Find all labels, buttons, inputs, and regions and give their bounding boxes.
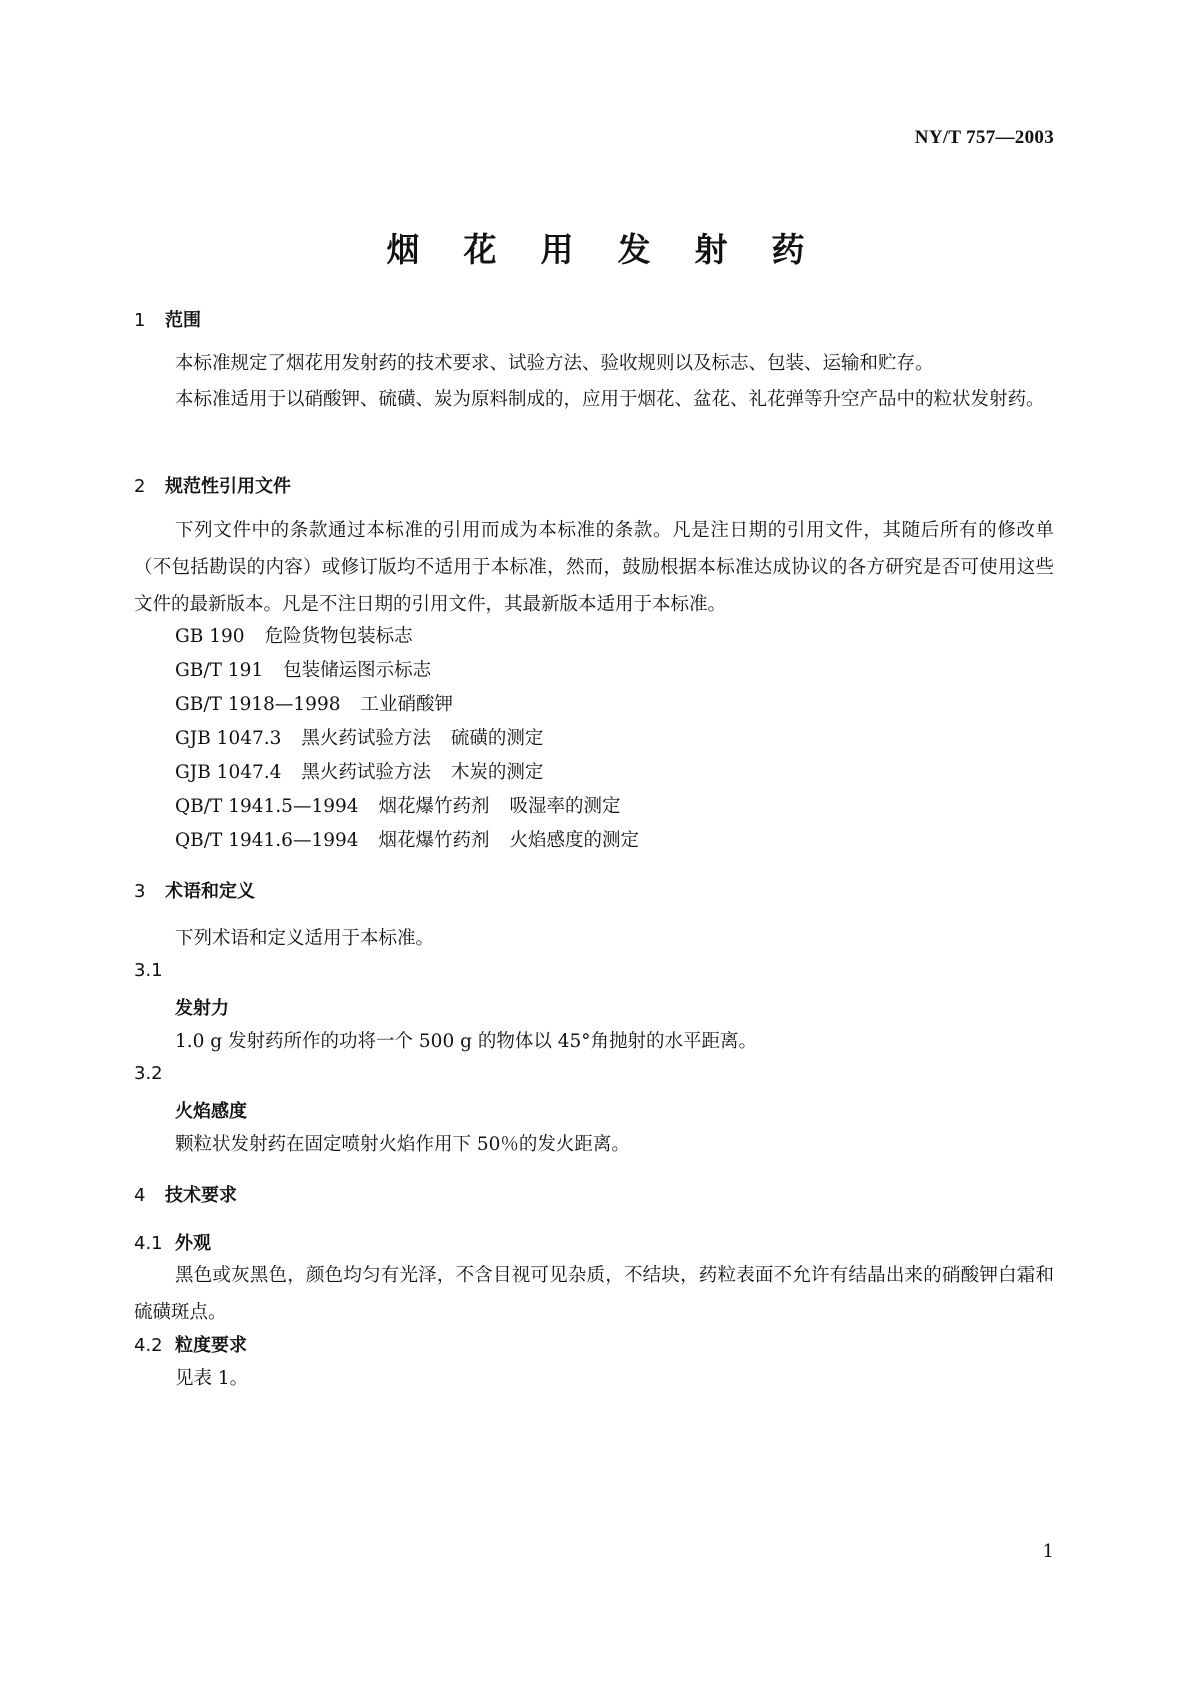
section-3-title: 术语和定义 — [165, 881, 255, 902]
section-2-number: 2 — [134, 476, 146, 497]
section-4-heading — [134, 1181, 237, 1207]
subsection-4-1-paragraph: 黑色或灰黑色，颜色均匀有光泽，不含目视可见杂质，不结块，药粒表面不允许有结晶出来的硝酸钾白霜和硫磺斑点。 — [134, 1265, 1054, 1323]
subsection-4-2-heading — [134, 1331, 247, 1357]
page-number: 1 — [1042, 1541, 1054, 1562]
section-3-paragraph-1: 下列术语和定义适用于本标准。 — [175, 928, 435, 949]
reference-item — [175, 622, 413, 648]
term-definition: 1.0 g 发射药所作的功将一个 500 g 的物体以 45°角抛射的水平距离。 — [175, 1031, 757, 1052]
reference-item — [175, 758, 543, 784]
reference-item — [175, 656, 431, 682]
term-definition: 颗粒状发射药在固定喷射火焰作用下 50％的发火距离。 — [175, 1134, 630, 1155]
term-number: 3.2 — [134, 1063, 163, 1084]
reference-name: 危险货物包装标志 — [264, 626, 413, 647]
reference-subtitle: 木炭的测定 — [450, 762, 544, 783]
subsection-4-1-number: 4.1 — [134, 1233, 163, 1254]
term-number: 3.1 — [134, 960, 163, 981]
section-1-paragraph-1: 本标准规定了烟花用发射药的技术要求、试验方法、验收规则以及标志、包装、运输和贮存。 — [175, 353, 934, 374]
reference-name: 黑火药试验方法 — [301, 762, 431, 783]
reference-subtitle: 硫磺的测定 — [450, 728, 544, 749]
section-1-paragraph-2: 本标准适用于以硝酸钾、硫磺、炭为原料制成的，应用于烟花、盆花、礼花弹等升空产品中的粒状发射药。 — [175, 389, 1045, 410]
section-3-number: 3 — [134, 881, 146, 902]
term-name: 发射力 — [175, 998, 229, 1019]
reference-name: 黑火药试验方法 — [301, 728, 431, 749]
reference-code: GB/T 1918—1998 — [175, 694, 341, 715]
section-4-number: 4 — [134, 1185, 146, 1206]
reference-item — [175, 792, 621, 818]
standard-code: NY/T 757—2003 — [914, 127, 1054, 148]
subsection-4-1-heading — [134, 1229, 211, 1255]
section-4-title: 技术要求 — [165, 1185, 237, 1206]
reference-code: GB 190 — [175, 626, 245, 647]
reference-name: 烟花爆竹药剂 — [378, 796, 490, 817]
subsection-4-2-number: 4.2 — [134, 1335, 163, 1356]
reference-code: QB/T 1941.5—1994 — [175, 796, 359, 817]
reference-code: GJB 1047.3 — [175, 728, 282, 749]
reference-code: GB/T 191 — [175, 660, 264, 681]
reference-item — [175, 826, 639, 852]
subsection-4-2-title: 粒度要求 — [175, 1335, 247, 1356]
subsection-4-2-paragraph: 见表 1。 — [175, 1368, 249, 1389]
reference-name: 包装储运图示标志 — [283, 660, 432, 681]
section-1-number: 1 — [134, 310, 146, 331]
term-name: 火焰感度 — [175, 1101, 247, 1122]
section-1-heading — [134, 306, 201, 332]
section-3-heading — [134, 877, 255, 903]
section-2-paragraph-1: 下列文件中的条款通过本标准的引用而成为本标准的条款。凡是注日期的引用文件，其随后所有的修改单（不包括勘误的内容）或修订版均不适用于本标准，然而，鼓励根据本标准达成协议的各方研究是否可使用这些文件的最新版本。凡是不注日期的引用文件，其最新版本适用于本标准。 — [134, 520, 1054, 615]
reference-item — [175, 724, 543, 750]
document-title: 烟花用发射药 — [386, 230, 849, 269]
subsection-4-1-title: 外观 — [175, 1233, 211, 1254]
reference-name: 工业硝酸钾 — [360, 694, 454, 715]
reference-subtitle: 吸湿率的测定 — [509, 796, 621, 817]
reference-code: GJB 1047.4 — [175, 762, 282, 783]
reference-subtitle: 火焰感度的测定 — [509, 830, 640, 851]
section-2-heading — [134, 472, 291, 498]
reference-code: QB/T 1941.6—1994 — [175, 830, 359, 851]
reference-name: 烟花爆竹药剂 — [378, 830, 490, 851]
reference-item — [175, 690, 453, 716]
section-2-title: 规范性引用文件 — [165, 476, 291, 497]
section-1-title: 范围 — [165, 310, 201, 331]
